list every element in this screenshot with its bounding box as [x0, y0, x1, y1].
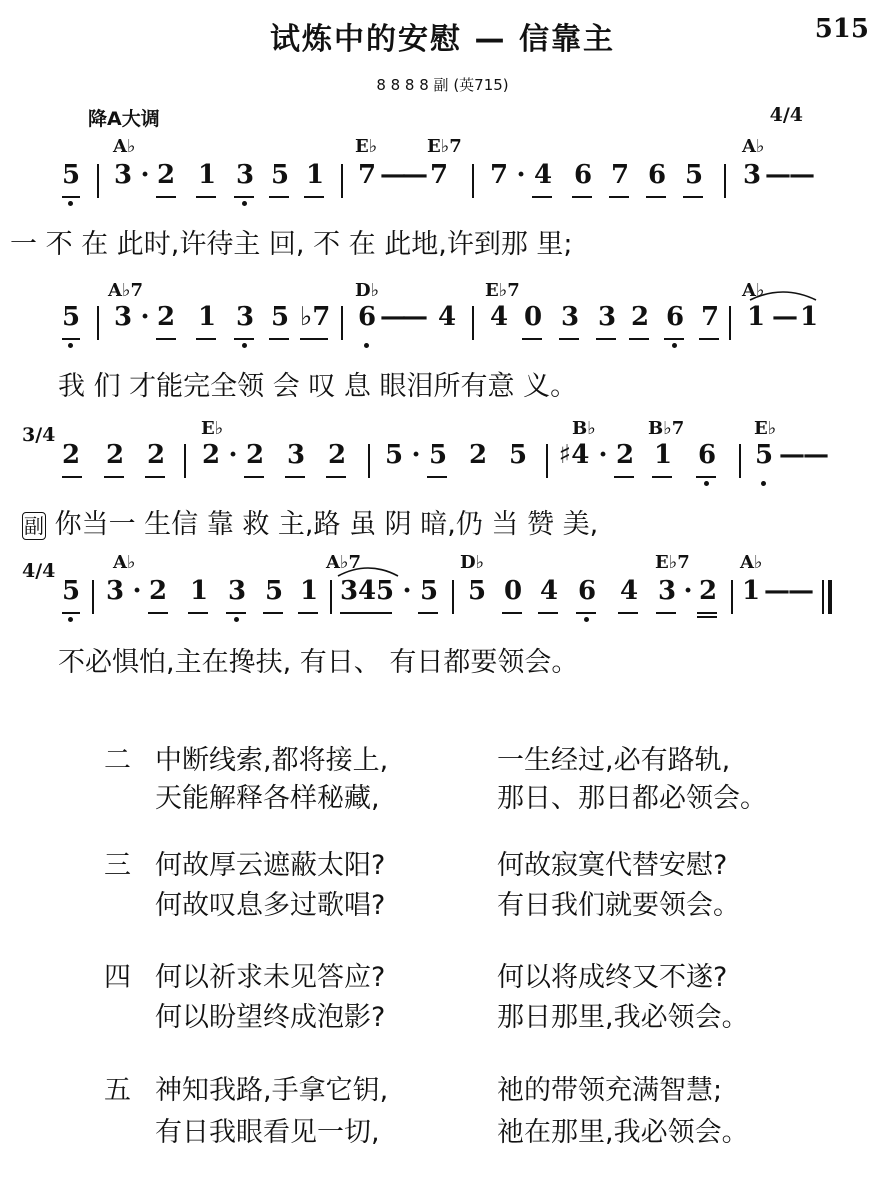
- note: 6: [697, 440, 717, 470]
- note: 2: [61, 440, 81, 470]
- note-underline: [699, 338, 719, 340]
- time-signature-34: 3/4: [22, 424, 56, 446]
- note: —: [788, 576, 814, 606]
- hymn-title: [0, 14, 885, 58]
- note: ·: [411, 440, 421, 470]
- note-underline: [304, 196, 324, 198]
- notation-row-3: [0, 440, 885, 480]
- notation-row-1: [0, 160, 885, 200]
- note: 5: [61, 302, 81, 332]
- low-octave-dot: [242, 343, 247, 348]
- chord: E♭7: [655, 552, 690, 573]
- low-octave-dot: [242, 201, 247, 206]
- note: 3: [227, 576, 247, 606]
- note-underline: [340, 612, 392, 614]
- note: 5: [754, 440, 774, 470]
- note: 5: [419, 576, 439, 606]
- note: ·: [402, 576, 412, 606]
- low-octave-dot: [672, 343, 677, 348]
- verse-3-a1: 何故厚云遮蔽太阳?: [155, 850, 386, 881]
- note: —: [789, 160, 815, 190]
- note: 1: [741, 576, 761, 606]
- note: 4: [539, 576, 559, 606]
- note-underline: [298, 612, 318, 614]
- note: 3: [235, 160, 255, 190]
- verse-5-b1: 祂的带领充满智慧;: [497, 1075, 723, 1106]
- verse-5-a1: 神知我路,手拿它钥,: [155, 1075, 389, 1106]
- title-dash: —: [474, 22, 519, 57]
- tie-arc: [748, 288, 818, 302]
- note: 5: [270, 160, 290, 190]
- note: 3: [742, 160, 762, 190]
- barline: [92, 580, 94, 614]
- barline: [731, 580, 733, 614]
- barline: [739, 444, 741, 478]
- note-underline: [522, 338, 542, 340]
- note: 3: [235, 302, 255, 332]
- note: 1: [653, 440, 673, 470]
- hymn-number: 515: [814, 14, 869, 44]
- note: 5: [467, 576, 487, 606]
- note: 5: [508, 440, 528, 470]
- verse-2-b1: 一生经过,必有路轨,: [497, 745, 731, 776]
- chord: A♭: [742, 280, 765, 301]
- barline: [97, 164, 99, 198]
- note: 1: [189, 576, 209, 606]
- note: ·: [516, 160, 526, 190]
- note: ·: [132, 576, 142, 606]
- note: 1: [197, 302, 217, 332]
- verse-5-a2: 有日我眼看见一切,: [155, 1117, 380, 1148]
- verse-4-a2: 何以盼望终成泡影?: [155, 1002, 386, 1033]
- note: 3: [339, 576, 359, 606]
- verse-4-b1: 何以将成终又不遂?: [497, 962, 728, 993]
- chord: E♭7: [427, 136, 462, 157]
- low-octave-dot: [364, 343, 369, 348]
- low-octave-dot: [68, 343, 73, 348]
- lyric-line-1: 一 不 在 此时,许待主 回, 不 在 此地,许到那 里;: [10, 229, 573, 260]
- note: 0: [523, 302, 543, 332]
- barline: [729, 306, 731, 340]
- note: 3: [113, 160, 133, 190]
- note-underline: [618, 612, 638, 614]
- chord: D♭: [460, 552, 485, 573]
- note: 0: [503, 576, 523, 606]
- chord: E♭: [355, 136, 378, 157]
- note-underline: [263, 612, 283, 614]
- note: 7: [489, 160, 509, 190]
- note: 7: [357, 160, 377, 190]
- note: 4: [489, 302, 509, 332]
- note: —: [772, 302, 798, 332]
- refrain-label: 副: [24, 513, 44, 538]
- note-underline: [418, 612, 438, 614]
- lyric-line-3: [22, 502, 885, 541]
- low-octave-dot: [68, 201, 73, 206]
- note-underline: [156, 196, 176, 198]
- notation-row-4: [0, 576, 885, 616]
- note: 2: [698, 576, 718, 606]
- note-underline: [664, 338, 684, 340]
- note-underline: [145, 476, 165, 478]
- note-underline: [269, 338, 289, 340]
- note: 6: [665, 302, 685, 332]
- note: 5: [61, 576, 81, 606]
- note: ·: [140, 160, 150, 190]
- low-octave-dot: [68, 617, 73, 622]
- chord: D♭: [355, 280, 380, 301]
- notation-row-2: [0, 302, 885, 342]
- note: 4: [533, 160, 553, 190]
- verse-3-number: 三: [104, 850, 131, 881]
- note-underline-double: [697, 616, 717, 618]
- note-underline: [285, 476, 305, 478]
- note-underline: [576, 612, 596, 614]
- barline: [472, 306, 474, 340]
- note-underline: [538, 612, 558, 614]
- note: 6: [357, 302, 377, 332]
- note-underline: [629, 338, 649, 340]
- note: ♯4: [558, 440, 590, 470]
- note: 2: [630, 302, 650, 332]
- note: 4: [619, 576, 639, 606]
- note-underline: [696, 476, 716, 478]
- final-barline-thin: [822, 580, 824, 614]
- barline: [341, 306, 343, 340]
- note: 3: [560, 302, 580, 332]
- barline: [330, 580, 332, 614]
- note: —: [402, 160, 428, 190]
- note: —: [380, 160, 406, 190]
- note: 3: [657, 576, 677, 606]
- barline: [546, 444, 548, 478]
- note: 1: [746, 302, 766, 332]
- chord: E♭7: [485, 280, 520, 301]
- note: 2: [156, 160, 176, 190]
- note-underline: [188, 612, 208, 614]
- verse-4-b2: 那日那里,我必领会。: [497, 1002, 749, 1033]
- note: 2: [615, 440, 635, 470]
- tie-arc: [336, 564, 400, 578]
- note: 1: [299, 576, 319, 606]
- note: 4: [357, 576, 377, 606]
- verse-2-a1: 中断线索,都将接上,: [155, 745, 389, 776]
- note: 5: [384, 440, 404, 470]
- note: 6: [647, 160, 667, 190]
- verse-5-number: 五: [104, 1075, 131, 1106]
- note: —: [779, 440, 805, 470]
- verse-2-a2: 天能解释各样秘藏,: [155, 783, 380, 814]
- note: 3: [113, 302, 133, 332]
- note: —: [380, 302, 406, 332]
- barline: [472, 164, 474, 198]
- chord: A♭: [113, 552, 136, 573]
- low-octave-dot: [584, 617, 589, 622]
- lyric-line-4: 不必惧怕,主在搀扶, 有日、 有日都要领会。: [58, 647, 579, 678]
- note: 2: [468, 440, 488, 470]
- verse-2-b2: 那日、那日都必领会。: [497, 783, 767, 814]
- note: 2: [105, 440, 125, 470]
- note: 2: [148, 576, 168, 606]
- note-underline: [156, 338, 176, 340]
- verse-3-a2: 何故叹息多过歌唱?: [155, 890, 386, 921]
- note-underline: [596, 338, 616, 340]
- chord: B♭: [572, 418, 596, 439]
- note-underline: [614, 476, 634, 478]
- note-underline: [62, 612, 80, 614]
- chord: E♭: [201, 418, 224, 439]
- chord: A♭: [742, 136, 765, 157]
- title-sub: 信靠主: [518, 22, 615, 57]
- note: 6: [573, 160, 593, 190]
- barline: [341, 164, 343, 198]
- note-underline: [244, 476, 264, 478]
- verse-3-b1: 何故寂寞代替安慰?: [497, 850, 728, 881]
- title-main: 试炼中的安慰: [270, 22, 463, 57]
- note: 6: [577, 576, 597, 606]
- note-underline: [646, 196, 666, 198]
- verse-2-number: 二: [104, 745, 131, 776]
- note-underline: [196, 338, 216, 340]
- chord: A♭: [740, 552, 763, 573]
- note: 5: [375, 576, 395, 606]
- note-underline: [62, 196, 80, 198]
- note: 7: [700, 302, 720, 332]
- final-barline-thick: [828, 580, 832, 614]
- note: 2: [245, 440, 265, 470]
- barline: [184, 444, 186, 478]
- verse-5-b2: 祂在那里,我必领会。: [497, 1117, 749, 1148]
- note-underline: [104, 476, 124, 478]
- note: ·: [598, 440, 608, 470]
- time-signature-44: 4/4: [22, 560, 56, 582]
- note: 1: [197, 160, 217, 190]
- chord: A♭7: [326, 552, 361, 573]
- note: 5: [264, 576, 284, 606]
- note: 3: [597, 302, 617, 332]
- note-underline: [683, 196, 703, 198]
- note: ·: [140, 302, 150, 332]
- barline: [97, 306, 99, 340]
- note-underline: [572, 196, 592, 198]
- note: 7: [429, 160, 449, 190]
- low-octave-dot: [234, 617, 239, 622]
- note-underline: [609, 196, 629, 198]
- note: 3: [286, 440, 306, 470]
- verse-4-a1: 何以祈求未见答应?: [155, 962, 386, 993]
- note: 2: [201, 440, 221, 470]
- note: —: [765, 160, 791, 190]
- note-underline: [269, 196, 289, 198]
- note-underline: [326, 476, 346, 478]
- note: —: [803, 440, 829, 470]
- note-underline: [226, 612, 246, 614]
- verse-3-b2: 有日我们就要领会。: [497, 890, 740, 921]
- note: 5: [684, 160, 704, 190]
- low-octave-dot: [761, 481, 766, 486]
- note-underline: [148, 612, 168, 614]
- note-underline: [427, 476, 447, 478]
- note-underline: [300, 338, 328, 340]
- note: 5: [428, 440, 448, 470]
- meter-label: 8 8 8 8 副 (英715): [376, 76, 509, 94]
- lyric-line-3-text: 你当一 生信 靠 救 主,路 虽 阴 暗,仍 当 赞 美,: [54, 509, 599, 540]
- note: 4: [437, 302, 457, 332]
- verse-4-number: 四: [104, 962, 131, 993]
- note: 2: [327, 440, 347, 470]
- chord: A♭7: [108, 280, 143, 301]
- note: 1: [799, 302, 819, 332]
- chord: E♭: [754, 418, 777, 439]
- note: ·: [228, 440, 238, 470]
- note-underline: [196, 196, 216, 198]
- note: 1: [305, 160, 325, 190]
- note-underline: [234, 196, 254, 198]
- barline: [724, 164, 726, 198]
- note-underline: [532, 196, 552, 198]
- note: ♭7: [300, 302, 331, 332]
- note-underline: [62, 338, 80, 340]
- key-label: 降A大调: [88, 108, 160, 130]
- note-underline: [559, 338, 579, 340]
- note: 7: [610, 160, 630, 190]
- note: 5: [61, 160, 81, 190]
- note: 5: [270, 302, 290, 332]
- lyric-line-2: 我 们 才能完全领 会 叹 息 眼泪所有意 义。: [58, 371, 578, 402]
- note: —: [764, 576, 790, 606]
- low-octave-dot: [704, 481, 709, 486]
- note-underline: [234, 338, 254, 340]
- note: 3: [105, 576, 125, 606]
- note: 2: [146, 440, 166, 470]
- note: —: [402, 302, 428, 332]
- note-underline: [652, 476, 672, 478]
- chord: B♭7: [648, 418, 685, 439]
- note: 2: [156, 302, 176, 332]
- note-underline: [697, 612, 717, 614]
- barline: [452, 580, 454, 614]
- time-signature: 4/4: [769, 104, 803, 126]
- note-underline: [62, 476, 82, 478]
- note-underline: [502, 612, 522, 614]
- note-underline: [656, 612, 676, 614]
- note: ·: [683, 576, 693, 606]
- barline: [368, 444, 370, 478]
- chord: A♭: [113, 136, 136, 157]
